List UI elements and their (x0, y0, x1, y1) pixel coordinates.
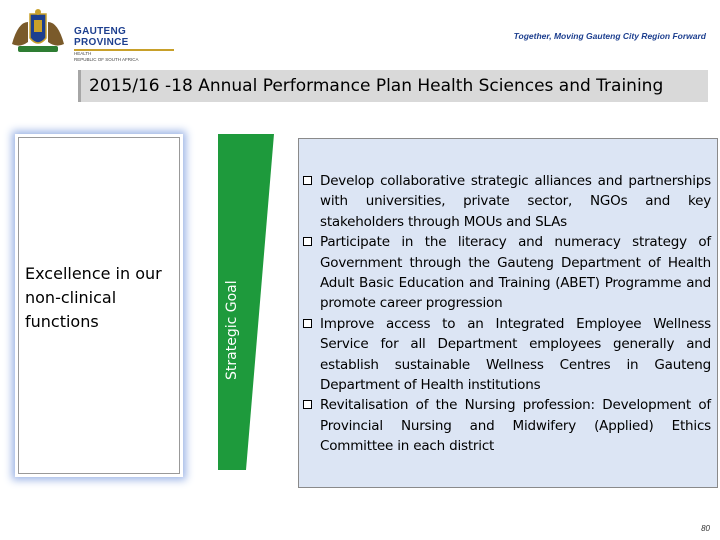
tagline: Together, Moving Gauteng City Region Forward (513, 31, 706, 41)
objective-text: Improve access to an Integrated Employee Wellness Service for all Department employees generally and establish sustainable Wellness Centres in Gauteng Department of Health institutions (320, 315, 711, 394)
goal-text: Excellence in our non-clinical functions (25, 264, 162, 331)
arrow-label: Strategic Goal (224, 280, 240, 380)
checkbox-bullet-icon (303, 176, 312, 185)
page-number: 80 (701, 524, 710, 533)
objective-text: Develop collaborative strategic alliances and partnerships with universities, private sector, NGOs and key stakeholders through MOUs and SLAs (320, 173, 711, 230)
checkbox-bullet-icon (303, 319, 312, 328)
checkbox-bullet-icon (303, 237, 312, 246)
objective-item (303, 171, 711, 232)
objective-text: Revitalisation of the Nursing profession: Development of Provincial Nursing and Midwifery (Applied) Ethics Committee in each district (320, 397, 711, 455)
objectives-panel (298, 138, 718, 488)
checkbox-bullet-icon (303, 400, 312, 409)
department-name: HEALTH (74, 51, 92, 56)
title-bar (78, 70, 708, 102)
objective-item (303, 314, 711, 396)
goal-box (18, 137, 180, 474)
objectives-list (303, 171, 711, 457)
objective-item (303, 232, 711, 314)
slide-title: 2015/16 -18 Annual Performance Plan Health Sciences and Training (89, 76, 664, 96)
arrow-label-wrapper (218, 44, 246, 380)
country-name: REPUBLIC OF SOUTH AFRICA (74, 57, 139, 62)
coat-of-arms-icon (8, 8, 68, 56)
objective-text: Participate in the literacy and numeracy strategy of Government through the Gauteng Department of Health Adult Basic Education and Training (ABET) Programme and promote career progression (320, 234, 711, 312)
objective-item (303, 395, 711, 456)
province-logo-text (74, 26, 174, 63)
slide-header (0, 0, 720, 62)
province-name: GAUTENG PROVINCE (74, 26, 174, 51)
